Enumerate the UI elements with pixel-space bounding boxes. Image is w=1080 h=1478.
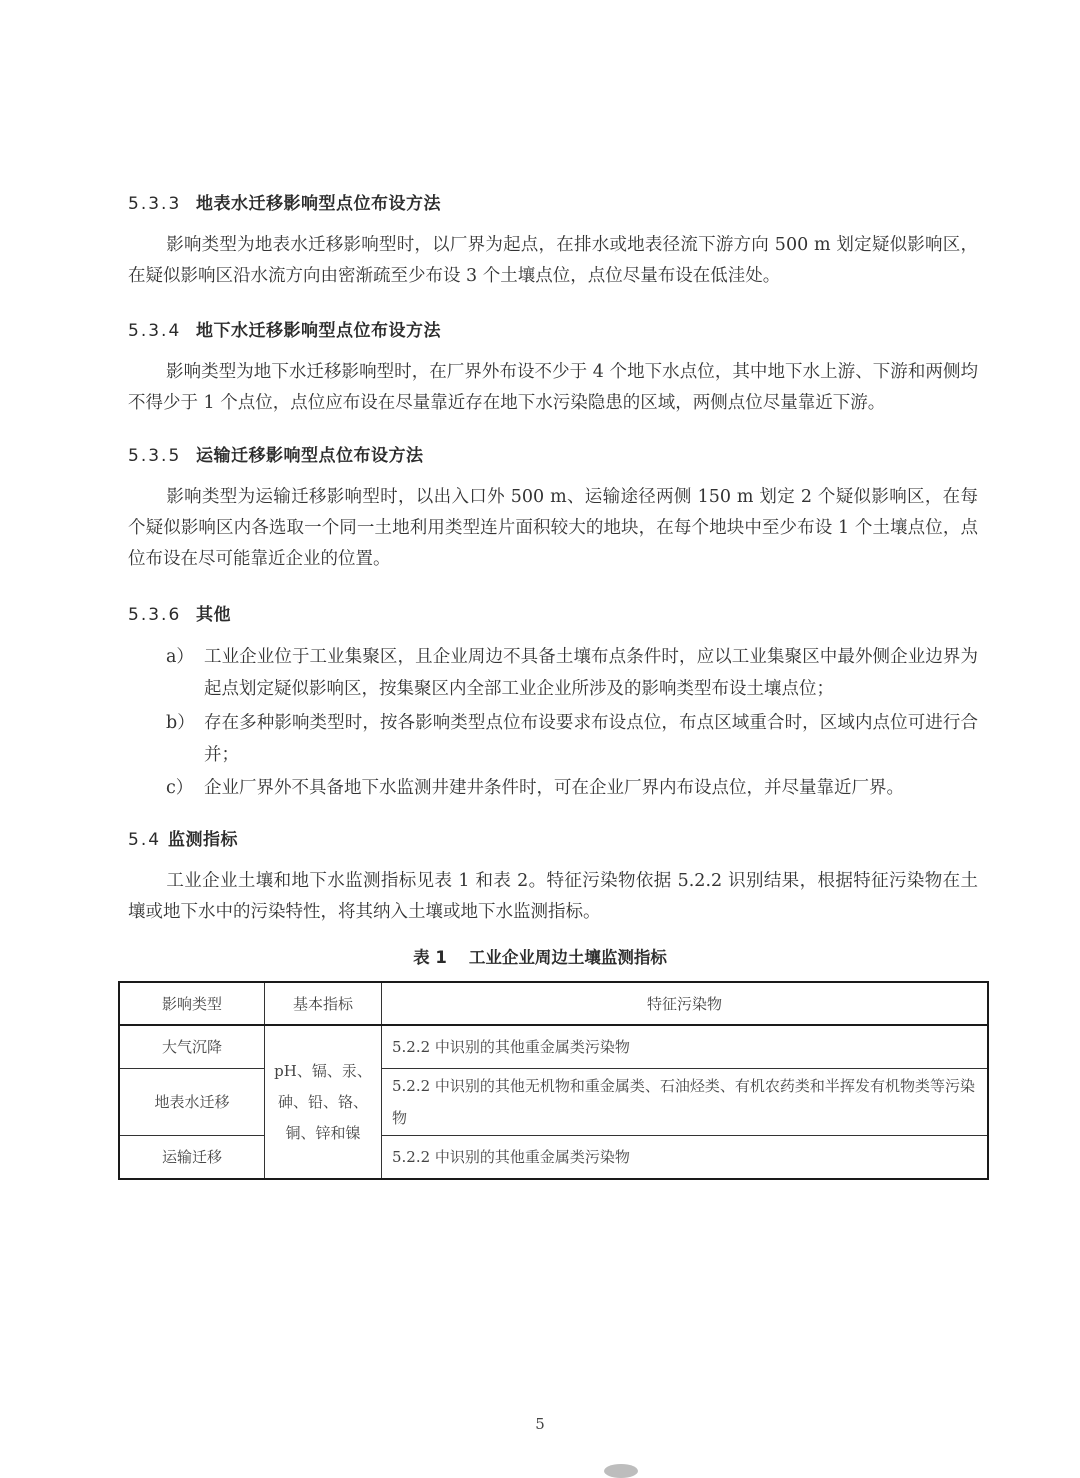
column-header: 影响类型 <box>119 982 265 1025</box>
section-number: 5.3.4 <box>128 321 182 341</box>
list-item-a <box>166 641 978 705</box>
section-number: 5.4 <box>128 830 162 850</box>
section-title: 地下水迁移影响型点位布设方法 <box>196 321 441 341</box>
paragraph-text: 工业企业土壤和地下水监测指标见表 1 和表 2。特征污染物依据 5.2.2 识别结果，根据特征污染物在土壤或地下水中的污染特性，将其纳入土壤或地下水监测指标。 <box>128 871 978 922</box>
page-number: 5 <box>535 1415 545 1433</box>
feature-pollutant-cell: 5.2.2 中识别的其他重金属类污染物 <box>382 1025 989 1068</box>
column-header: 特征污染物 <box>382 982 989 1025</box>
section-title: 地表水迁移影响型点位布设方法 <box>196 194 441 214</box>
impact-type-cell: 地表水迁移 <box>119 1068 265 1135</box>
list-marker: b） <box>166 713 195 733</box>
section-title: 运输迁移影响型点位布设方法 <box>196 446 424 466</box>
impact-type-cell: 大气沉降 <box>119 1025 265 1068</box>
list-marker: c） <box>166 778 194 798</box>
section-title: 监测指标 <box>168 830 238 850</box>
table-title: 工业企业周边土壤监测指标 <box>468 948 667 967</box>
feature-pollutant-cell: 5.2.2 中识别的其他无机物和重金属类、石油烃类、有机农药类和半挥发有机物类等污染物 <box>382 1068 989 1135</box>
section-number: 5.3.5 <box>128 446 182 466</box>
section-body-5-3-5 <box>128 482 978 575</box>
paragraph-text: 影响类型为地表水迁移影响型时，以厂界为起点，在排水或地表径流下游方向 500 m 划定疑似影响区，在疑似影响区沿水流方向由密渐疏至少布设 3 个土壤点位，点位尽量布设在低洼处。 <box>128 235 978 286</box>
section-heading-5-3-6 <box>128 600 231 625</box>
section-heading-5-4 <box>128 825 238 850</box>
paragraph-text: 影响类型为运输迁移影响型时，以出入口外 500 m、运输途径两侧 150 m 划定 2 个疑似影响区，在每个疑似影响区内各选取一个同一土地利用类型连片面积较大的地块，在每个地块中至少布设 1 个土壤点位，点位布设在尽可能靠近企业的位置。 <box>128 487 978 569</box>
section-body-5-4 <box>128 866 978 928</box>
section-heading-5-3-3 <box>128 189 441 214</box>
section-number: 5.3.3 <box>128 194 182 214</box>
table-header-row <box>119 982 988 1025</box>
section-heading-5-3-4 <box>128 316 441 341</box>
column-header: 基本指标 <box>265 982 382 1025</box>
soil-monitoring-table <box>118 981 989 1180</box>
impact-type-cell: 运输迁移 <box>119 1135 265 1179</box>
basic-indicators-cell: pH、镉、汞、砷、铅、铬、铜、锌和镍 <box>265 1025 382 1179</box>
table-caption <box>0 944 1080 968</box>
list-item-b <box>166 707 978 771</box>
table-row <box>119 1025 988 1068</box>
decorative-arc-icon <box>604 1464 638 1478</box>
section-title: 其他 <box>196 605 231 625</box>
table-row <box>119 1068 988 1135</box>
feature-pollutant-cell: 5.2.2 中识别的其他重金属类污染物 <box>382 1135 989 1179</box>
list-item-text: 企业厂界外不具备地下水监测井建井条件时，可在企业厂界内布设点位，并尽量靠近厂界。 <box>204 778 904 798</box>
list-item-text: 存在多种影响类型时，按各影响类型点位布设要求布设点位，布点区域重合时，区域内点位可进行合并； <box>204 713 978 765</box>
list-marker: a） <box>166 647 194 667</box>
paragraph-text: 影响类型为地下水迁移影响型时，在厂界外布设不少于 4 个地下水点位，其中地下水上游、下游和两侧均不得少于 1 个点位，点位应布设在尽量靠近存在地下水污染隐患的区域，两侧点位尽量靠近下游。 <box>128 362 978 413</box>
section-heading-5-3-5 <box>128 441 424 466</box>
section-number: 5.3.6 <box>128 605 182 625</box>
list-item-c <box>166 772 978 804</box>
list-item-text: 工业企业位于工业集聚区，且企业周边不具备土壤布点条件时，应以工业集聚区中最外侧企业边界为起点划定疑似影响区，按集聚区内全部工业企业所涉及的影响类型布设土壤点位； <box>204 647 978 699</box>
section-body-5-3-4 <box>128 357 978 419</box>
table-label: 表 1 <box>413 948 447 967</box>
table-row <box>119 1135 988 1179</box>
section-body-5-3-3 <box>128 230 978 292</box>
